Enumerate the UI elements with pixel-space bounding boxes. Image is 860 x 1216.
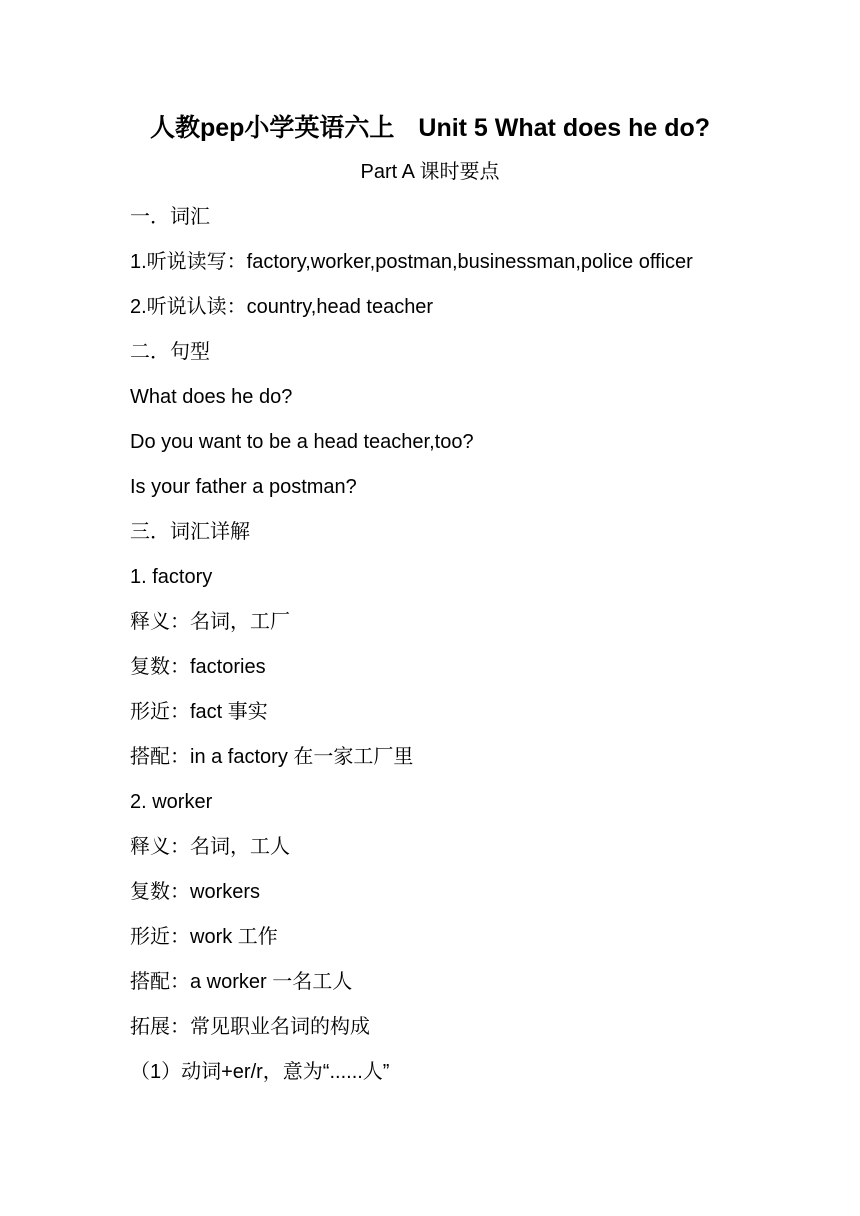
document-body xyxy=(130,203,830,1103)
text-line: 1. factory xyxy=(130,566,213,588)
title-part-2: Unit 5 What does he do? xyxy=(418,114,711,142)
text-line: 2. worker xyxy=(130,791,213,813)
title-part-1: 人教pep小学英语六上 xyxy=(149,114,395,142)
text-line: （1）动词+er/r，意为“......人” xyxy=(130,1061,390,1083)
text-line: 释义：名词，工厂 xyxy=(130,611,290,633)
text-line: What does he do? xyxy=(130,386,293,408)
text-line: 搭配：a worker 一名工人 xyxy=(130,971,353,993)
text-line: 2.听说认读：country,head teacher xyxy=(130,296,434,318)
section-heading-word-details: 三．词汇详解 xyxy=(130,521,250,543)
text-line: 复数：workers xyxy=(130,881,261,903)
document-subtitle: Part A 课时要点 xyxy=(360,161,500,183)
section-heading-sentences: 二．句型 xyxy=(130,341,210,363)
section-heading-vocabulary: 一．词汇 xyxy=(130,206,210,228)
text-line: 搭配：in a factory 在一家工厂里 xyxy=(130,746,414,768)
text-line: 形近：fact 事实 xyxy=(130,701,268,723)
text-line: 复数：factories xyxy=(130,656,266,678)
text-line: Is your father a postman? xyxy=(130,476,357,498)
text-line: 拓展：常见职业名词的构成 xyxy=(130,1016,370,1038)
text-line: 形近：work 工作 xyxy=(130,926,278,948)
text-line: 释义：名词，工人 xyxy=(130,836,290,858)
document-title xyxy=(0,111,860,145)
text-line: 1.听说读写：factory,worker,postman,businessman,police officer xyxy=(130,251,693,273)
text-line: Do you want to be a head teacher,too? xyxy=(130,431,474,453)
